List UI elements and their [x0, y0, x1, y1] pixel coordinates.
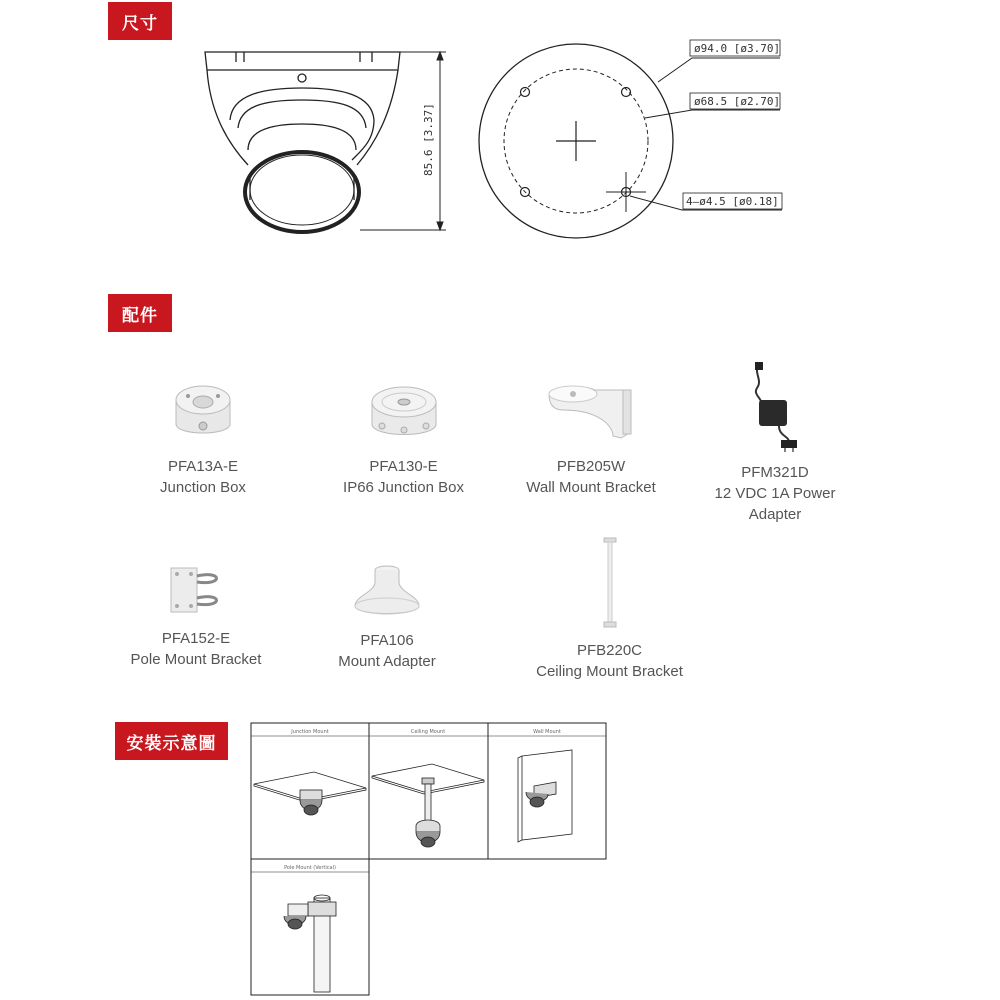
accessory-pfm321d: [700, 362, 850, 525]
accessory-model: PFA13A-E: [167, 458, 239, 475]
wall-mount-illustration: [518, 750, 572, 842]
section-tag-installation: 安裝示意圖: [115, 722, 228, 760]
junction-box-icon: [168, 380, 238, 446]
holes-label: 4–ø4.5 [ø0.18]: [686, 195, 779, 208]
accessory-name: Mount Adapter: [338, 653, 436, 670]
pole-mount-bracket-icon: [163, 562, 229, 618]
wall-mount-bracket-icon: [543, 380, 639, 446]
accessory-pfa152-e: [115, 562, 277, 670]
dimension-drawing: [0, 0, 1000, 260]
accessory-pfa13a-e: [128, 380, 278, 498]
accessory-pfa130-e: [326, 380, 481, 498]
accessory-name: Ceiling Mount Bracket: [536, 663, 683, 680]
ceiling-mount-illustration: [372, 764, 484, 847]
cell-label-pole: Pole Mount (Vertical): [284, 865, 336, 871]
accessory-name: Pole Mount Bracket: [130, 651, 262, 668]
accessory-model: PFA152-E: [161, 630, 231, 647]
ceiling-mount-bracket-icon: [595, 536, 625, 630]
power-adapter-icon: [745, 362, 805, 452]
section-tag-dimensions: 尺寸: [108, 2, 172, 40]
pole-mount-illustration: [284, 895, 336, 992]
cell-label-ceiling: Ceiling Mount: [410, 729, 446, 735]
accessory-model: PFB205W: [556, 458, 626, 475]
installation-diagram: [250, 722, 610, 1000]
accessory-name: Junction Box: [160, 479, 246, 496]
accessory-name: Wall Mount Bracket: [526, 479, 656, 496]
section-tag-accessories: 配件: [108, 294, 172, 332]
junction-mount-illustration: [254, 772, 366, 815]
cell-label-wall: Wall Mount: [533, 729, 561, 735]
accessory-pfb220c: [522, 536, 697, 682]
accessory-pfb205w: [515, 380, 667, 498]
accessory-name: IP66 Junction Box: [343, 479, 464, 496]
accessory-name: 12 VDC 1A Power Adapter: [714, 485, 836, 523]
camera-side-view: [205, 52, 400, 232]
outer-diameter-label: ø94.0 [ø3.70]: [694, 42, 781, 55]
height-dimension-label: 85.6 [3.37]: [422, 103, 435, 176]
accessory-model: PFA106: [360, 632, 414, 649]
accessory-model: PFA130-E: [369, 458, 438, 475]
hole-circle-label: ø68.5 [ø2.70]: [694, 95, 781, 108]
accessory-model: PFM321D: [741, 464, 809, 481]
cell-label-junction: Junction Mount: [291, 729, 329, 735]
accessory-pfa106: [314, 562, 460, 672]
accessory-model: PFB220C: [576, 642, 643, 659]
ip66-junction-box-icon: [366, 380, 442, 446]
mount-adapter-icon: [349, 562, 425, 620]
